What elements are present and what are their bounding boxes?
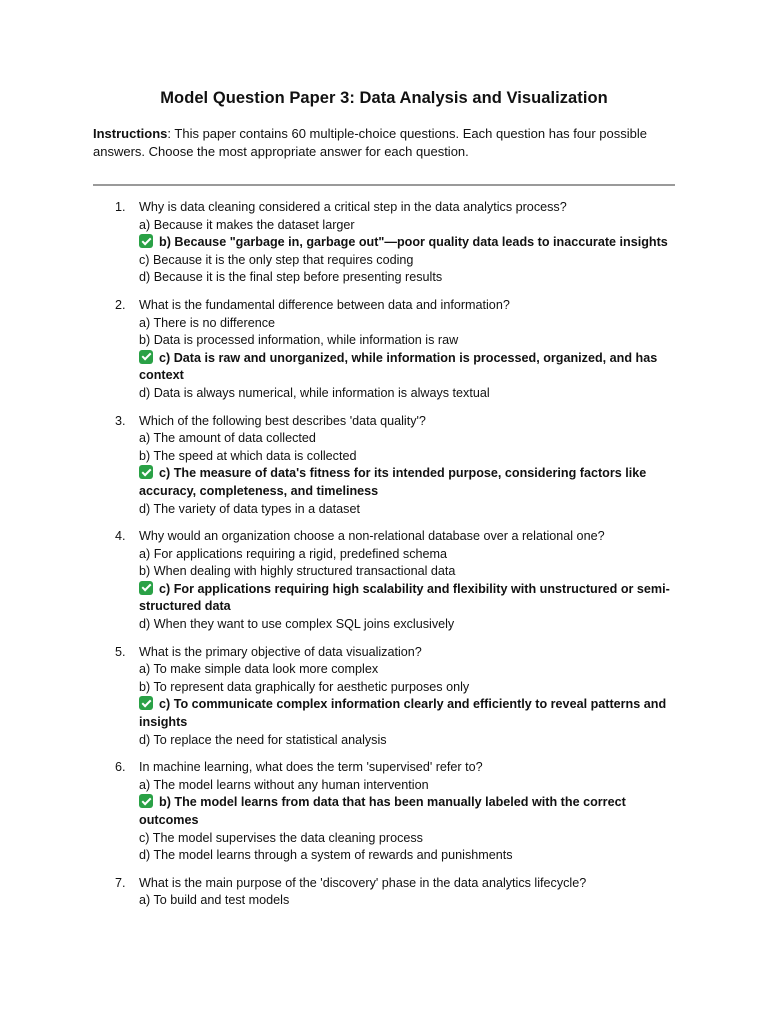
answer-option: [139, 830, 675, 848]
green-checkmark-icon: [139, 581, 153, 595]
question-text: Why would an organization choose a non-relational database over a relational one?: [139, 529, 605, 544]
green-checkmark-icon: [139, 794, 153, 808]
paper-title: Model Question Paper 3: Data Analysis and Visualization: [160, 89, 608, 107]
option-text: c) The measure of data's fitness for its intended purpose, considering factors like accuracy, completeness, and timeliness: [139, 466, 647, 498]
option-text: d) To replace the need for statistical analysis: [139, 732, 387, 747]
option-text: a) There is no difference: [139, 315, 276, 330]
answer-option: [139, 661, 675, 679]
option-text: c) Because it is the only step that requires coding: [139, 252, 414, 267]
divider: [93, 184, 675, 186]
answer-option: [139, 616, 675, 634]
answer-option: [139, 269, 675, 287]
answer-option: [139, 252, 675, 270]
option-text: c) The model supervises the data cleaning process: [139, 830, 423, 845]
option-text: a) To build and test models: [139, 893, 290, 908]
answer-option: [139, 332, 675, 350]
question-text: Which of the following best describes 'data quality'?: [139, 413, 426, 428]
question-item: [93, 199, 675, 287]
instructions-text: : This paper contains 60 multiple-choice questions. Each question has four possible answers. Choose the most appropriate answer for each question.: [93, 126, 648, 159]
question-number: 1.: [115, 200, 126, 214]
option-text: d) When they want to use complex SQL joins exclusively: [139, 617, 455, 632]
answer-option: [139, 892, 675, 910]
option-text: b) The speed at which data is collected: [139, 448, 357, 463]
question-list: [93, 199, 675, 910]
question-number: 2.: [115, 297, 126, 312]
instructions-label: Instructions: [93, 126, 168, 141]
question-item: [93, 644, 675, 750]
question-text: What is the primary objective of data visualization?: [139, 644, 422, 659]
correct-answer-option: [139, 794, 675, 829]
question-item: [93, 759, 675, 865]
option-text: b) To represent data graphically for aesthetic purposes only: [139, 679, 470, 694]
green-checkmark-icon: [139, 696, 153, 710]
answer-option: [139, 448, 675, 466]
option-text: b) Because "garbage in, garbage out"—poor quality data leads to inaccurate insights: [159, 235, 668, 250]
option-text: a) For applications requiring a rigid, predefined schema: [139, 546, 448, 561]
question-number: 6.: [115, 760, 126, 775]
option-text: c) Data is raw and unorganized, while information is processed, organized, and has context: [139, 350, 658, 383]
green-checkmark-icon: [139, 350, 153, 364]
answer-option: [139, 315, 675, 333]
question-text: What is the main purpose of the 'discovery' phase in the data analytics lifecycle?: [139, 875, 587, 890]
answer-option: [139, 679, 675, 697]
answer-option: [139, 217, 675, 235]
answer-option: [139, 385, 675, 403]
green-checkmark-icon: [139, 234, 153, 248]
option-text: a) The model learns without any human intervention: [139, 777, 429, 792]
question-number: 7.: [115, 875, 126, 890]
green-checkmark-icon: [139, 465, 153, 479]
answer-option: [139, 546, 675, 564]
answer-option: [139, 430, 675, 448]
correct-answer-option: [139, 696, 675, 731]
question-number: 4.: [115, 529, 126, 544]
option-text: d) The variety of data types in a dataset: [139, 501, 360, 516]
correct-answer-option: [139, 581, 675, 616]
question-item: [93, 413, 675, 519]
option-text: b) Data is processed information, while information is raw: [139, 333, 459, 348]
answer-option: [139, 501, 675, 519]
option-text: d) Data is always numerical, while information is always textual: [139, 385, 490, 400]
option-text: b) The model learns from data that has been manually labeled with the correct outcomes: [139, 795, 626, 827]
answer-option: [139, 732, 675, 750]
question-text: What is the fundamental difference between data and information?: [139, 297, 510, 312]
answer-option: [139, 847, 675, 865]
option-text: a) Because it makes the dataset larger: [139, 217, 355, 232]
option-text: a) The amount of data collected: [139, 431, 316, 446]
correct-answer-option: [139, 234, 675, 252]
option-text: b) When dealing with highly structured transactional data: [139, 564, 456, 579]
question-number: 5.: [115, 644, 126, 659]
question-item: [93, 528, 675, 634]
correct-answer-option: [139, 465, 675, 500]
answer-option: [139, 563, 675, 581]
option-text: c) For applications requiring high scalability and flexibility with unstructured or semi-structured data: [139, 581, 670, 614]
question-text: In machine learning, what does the term 'supervised' refer to?: [139, 760, 483, 775]
question-item: [93, 875, 675, 910]
question-item: [93, 297, 675, 403]
question-number: 3.: [115, 413, 126, 428]
option-text: a) To make simple data look more complex: [139, 662, 379, 677]
option-text: d) Because it is the final step before presenting results: [139, 270, 443, 285]
correct-answer-option: [139, 350, 675, 385]
option-text: d) The model learns through a system of rewards and punishments: [139, 848, 513, 863]
question-text: Why is data cleaning considered a critical step in the data analytics process?: [139, 200, 567, 214]
instructions: [93, 125, 675, 161]
option-text: c) To communicate complex information clearly and efficiently to reveal patterns and insights: [139, 697, 667, 730]
answer-option: [139, 777, 675, 795]
